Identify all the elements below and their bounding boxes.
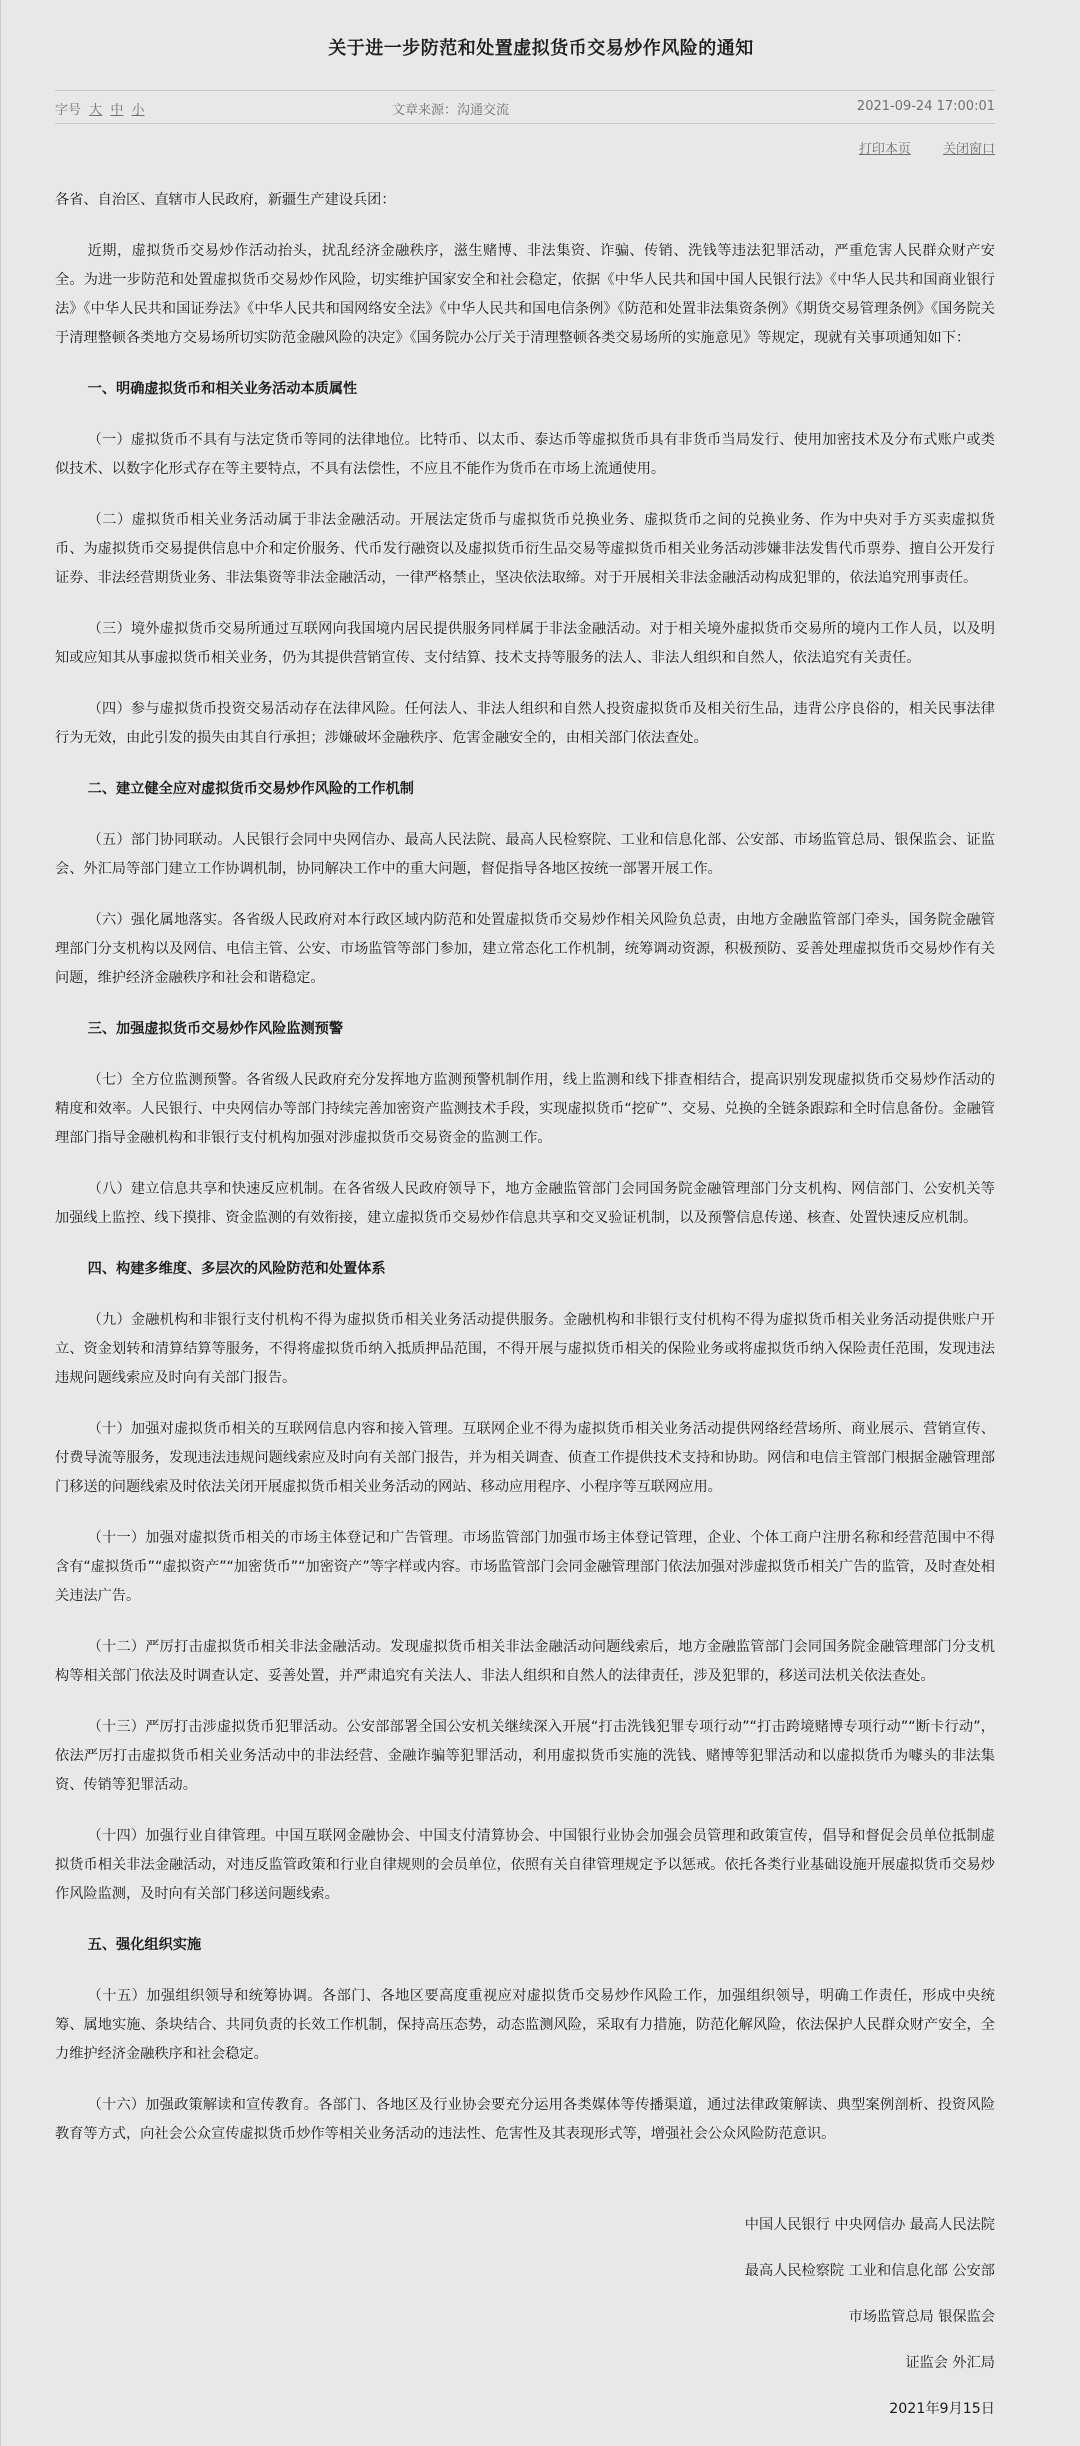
paragraph-16: （十六）加强政策解读和宣传教育。各部门、各地区及行业协会要充分运用各类媒体等传播渠道，通过法律政策解读、典型案例剖析、投资风险教育等方式，向社会公众宣传虚拟货币炒作等相关业务活动的违法性、危害性及其表现形式等，增强社会公众风险防范意识。 [55,2097,995,2142]
print-page-link[interactable]: 打印本页 [858,142,911,157]
paragraph-3: （三）境外虚拟货币交易所通过互联网向我国境内居民提供服务同样属于非法金融活动。对于相关境外虚拟货币交易所的境内工作人员，以及明知或应知其从事虚拟货币相关业务，仍为其提供营销宣传、支付结算、技术支持等服务的法人、非法人组织和自然人，依法追究有关责任。 [55,621,995,666]
font-size-small-link[interactable]: 小 [131,103,145,118]
font-size-medium-link[interactable]: 中 [110,103,124,118]
salutation: 各省、自治区、直辖市人民政府，新疆生产建设兵团： [55,192,396,208]
paragraph-2: （二）虚拟货币相关业务活动属于非法金融活动。开展法定货币与虚拟货币兑换业务、虚拟货币之间的兑换业务、作为中央对手方买卖虚拟货币、为虚拟货币交易提供信息中介和定价服务、代币发行融资以及虚拟货币衍生品交易等虚拟货币相关业务活动涉嫌非法发售代币票券、擅自公开发行证券、非法经营期货业务、非法集资等非法金融活动，一律严格禁止，坚决依法取缔。对于开展相关非法金融活动构成犯罪的，依法追究刑事责任。 [55,512,995,586]
font-size-controls [55,99,144,118]
paragraph-7: （七）全方位监测预警。各省级人民政府充分发挥地方监测预警机制作用，线上监测和线下排查相结合，提高识别发现虚拟货币交易炒作活动的精度和效率。人民银行、中央网信办等部门持续完善加密资产监测技术手段，实现虚拟货币“挖矿”、交易、兑换的全链条跟踪和全时信息备份。金融管理部门指导金融机构和非银行支付机构加强对涉虚拟货币交易资金的监测工作。 [55,1072,995,1146]
paragraph-12: （十二）严厉打击虚拟货币相关非法金融活动。发现虚拟货币相关非法金融活动问题线索后，地方金融监管部门会同国务院金融管理部门分支机构等相关部门依法及时调查认定、妥善处置，并严肃追究有关法人、非法人组织和自然人的法律责任，涉及犯罪的，移送司法机关依法查处。 [55,1639,995,1684]
paragraph-1: （一）虚拟货币不具有与法定货币等同的法律地位。比特币、以太币、泰达币等虚拟货币具有非货币当局发行、使用加密技术及分布式账户或类似技术、以数字化形式存在等主要特点，不具有法偿性，不应且不能作为货币在市场上流通使用。 [55,432,995,477]
paragraph-14: （十四）加强行业自律管理。中国互联网金融协会、中国支付清算协会、中国银行业协会加强会员管理和政策宣传，倡导和督促会员单位抵制虚拟货币相关非法金融活动，对违反监管政策和行业自律规则的会员单位，依照有关自律管理规定予以惩戒。依托各类行业基础设施开展虚拟货币交易炒作风险监测，及时向有关部门移送问题线索。 [55,1828,995,1902]
paragraph-11: （十一）加强对虚拟货币相关的市场主体登记和广告管理。市场监管部门加强市场主体登记管理，企业、个体工商户注册名称和经营范围中不得含有“虚拟货币”“虚拟资产”“加密货币”“加密资产”等字样或内容。市场监管部门会同金融管理部门依法加强对涉虚拟货币相关广告的监管，及时查处相关违法广告。 [55,1530,995,1604]
close-window-link[interactable]: 关闭窗口 [942,142,995,157]
notice-body [55,186,995,2171]
signature-line: 中国人民银行 中央网信办 最高人民法院 [744,2217,995,2233]
paragraph-5: （五）部门协同联动。人民银行会同中央网信办、最高人民法院、最高人民检察院、工业和信息化部、公安部、市场监管总局、银保监会、证监会、外汇局等部门建立工作协调机制，协同解决工作中的重大问题，督促指导各地区按统一部署开展工作。 [55,832,995,877]
page-title: 关于进一步防范和处置虚拟货币交易炒作风险的通知 [328,38,754,59]
publish-datetime: 2021-09-24 17:00:01 [856,99,995,114]
paragraph-9: （九）金融机构和非银行支付机构不得为虚拟货币相关业务活动提供服务。金融机构和非银行支付机构不得为虚拟货币相关业务活动提供账户开立、资金划转和清算结算等服务，不得将虚拟货币纳入抵质押品范围，不得开展与虚拟货币相关的保险业务或将虚拟货币纳入保险责任范围，发现违法违规问题线索应及时向有关部门报告。 [55,1312,995,1386]
font-size-large-link[interactable]: 大 [89,103,103,118]
signature-line: 最高人民检察院 工业和信息化部 公安部 [744,2263,995,2279]
paragraph-13: （十三）严厉打击涉虚拟货币犯罪活动。公安部部署全国公安机关继续深入开展“打击洗钱犯罪专项行动”“打击跨境赌博专项行动”“断卡行动”，依法严厉打击虚拟货币相关业务活动中的非法经营、金融诈骗等犯罪活动，利用虚拟货币实施的洗钱、赌博等犯罪活动和以虚拟货币为噱头的非法集资、传销等犯罪活动。 [55,1719,995,1793]
section-heading-1: 一、明确虚拟货币和相关业务活动本质属性 [87,381,358,397]
paragraph-8: （八）建立信息共享和快速反应机制。在各省级人民政府领导下，地方金融监管部门会同国务院金融管理部门分支机构、网信部门、公安机关等加强线上监控、线下摸排、资金监测的有效衔接，建立虚拟货币交易炒作信息共享和交叉验证机制，以及预警信息传递、核查、处置快速反应机制。 [55,1181,995,1226]
section-heading-2: 二、建立健全应对虚拟货币交易炒作风险的工作机制 [87,781,414,797]
page-actions [831,138,995,157]
section-heading-3: 三、加强虚拟货币交易炒作风险监测预警 [87,1021,344,1037]
signature-line: 证监会 外汇局 [905,2355,995,2371]
paragraph-4: （四）参与虚拟货币投资交易活动存在法律风险。任何法人、非法人组织和自然人投资虚拟货币及相关衍生品，违背公序良俗的，相关民事法律行为无效，由此引发的损失由其自行承担；涉嫌破坏金融秩序、危害金融安全的，由相关部门依法查处。 [55,701,995,746]
intro-paragraph: 近期，虚拟货币交易炒作活动抬头，扰乱经济金融秩序，滋生赌博、非法集资、诈骗、传销、洗钱等违法犯罪活动，严重危害人民群众财产安全。为进一步防范和处置虚拟货币交易炒作风险，切实维护国家安全和社会稳定，依据《中华人民共和国中国人民银行法》《中华人民共和国商业银行法》《中华人民共和国证券法》《中华人民共和国网络安全法》《中华人民共和国电信条例》《防范和处置非法集资条例》《期货交易管理条例》《国务院关于清理整顿各类地方交易场所切实防范金融风险的决定》《国务院办公厅关于清理整顿各类交易场所的实施意见》等规定，现就有关事项通知如下： [55,243,995,346]
font-size-label: 字号 [55,103,82,118]
signature-date: 2021年9月15日 [889,2401,995,2417]
paragraph-6: （六）强化属地落实。各省级人民政府对本行政区域内防范和处置虚拟货币交易炒作相关风险负总责，由地方金融监管部门牵头，国务院金融管理部门分支机构以及网信、电信主管、公安、市场监管等部门参加，建立常态化工作机制，统筹调动资源，积极预防、妥善处理虚拟货币交易炒作有关问题，维护经济金融秩序和社会和谐稳定。 [55,912,995,986]
paragraph-10: （十）加强对虚拟货币相关的互联网信息内容和接入管理。互联网企业不得为虚拟货币相关业务活动提供网络经营场所、商业展示、营销宣传、付费导流等服务，发现违法违规问题线索应及时向有关部门报告，并为相关调查、侦查工作提供技术支持和协助。网信和电信主管部门根据金融管理部门移送的问题线索及时依法关闭开展虚拟货币相关业务活动的网站、移动应用程序、小程序等互联网应用。 [55,1421,995,1495]
section-heading-5: 五、强化组织实施 [87,1937,202,1953]
section-heading-4: 四、构建多维度、多层次的风险防范和处置体系 [87,1261,386,1277]
meta-bar [55,90,995,124]
article-source: 文章来源：沟通交流 [392,103,510,118]
signature-line: 市场监管总局 银保监会 [848,2309,995,2325]
signature-block [745,2214,995,2444]
paragraph-15: （十五）加强组织领导和统筹协调。各部门、各地区要高度重视应对虚拟货币交易炒作风险工作，加强组织领导，明确工作责任，形成中央统筹、属地实施、条块结合、共同负责的长效工作机制，保持高压态势，动态监测风险，采取有力措施，防范化解风险，依法保护人民群众财产安全，全力维护经济金融秩序和社会稳定。 [55,1988,995,2062]
